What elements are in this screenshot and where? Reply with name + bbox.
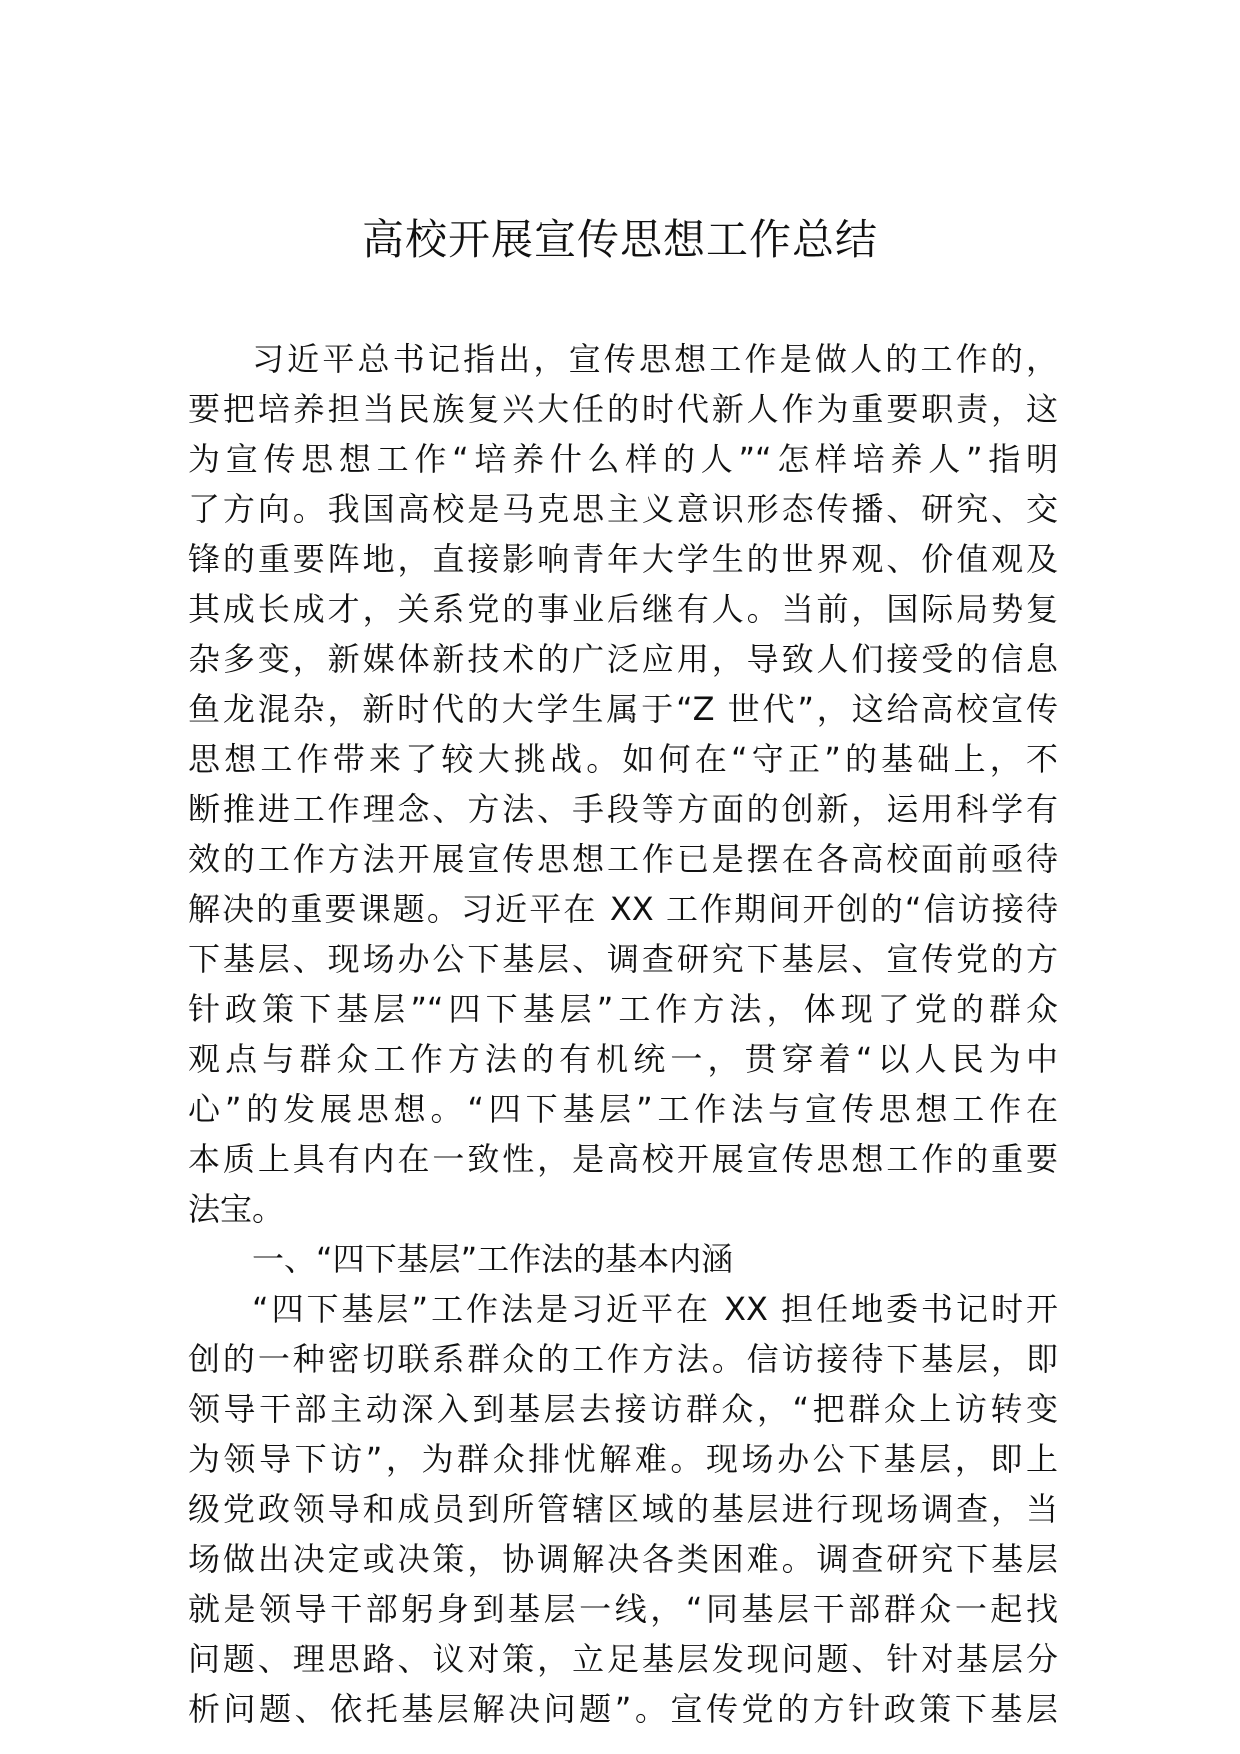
body-line: 解决的重要课题。习近平在 XX 工作期间开创的“信访接待	[188, 890, 1058, 928]
body-line: 下基层、现场办公下基层、调查研究下基层、宣传党的方	[188, 940, 1058, 978]
body-line: 问题、理思路、议对策，立足基层发现问题、针对基层分	[188, 1640, 1058, 1678]
body-line: 一、“四下基层”工作法的基本内涵	[252, 1240, 734, 1278]
body-line: 了方向。我国高校是马克思主义意识形态传播、研究、交	[188, 490, 1058, 528]
body-line: 创的一种密切联系群众的工作方法。信访接待下基层，即	[188, 1340, 1058, 1378]
body-line: 为宣传思想工作“培养什么样的人”“怎样培养人”指明	[188, 440, 1058, 478]
body-line: 效的工作方法开展宣传思想工作已是摆在各高校面前亟待	[188, 840, 1058, 878]
body-line: 杂多变，新媒体新技术的广泛应用，导致人们接受的信息	[188, 640, 1058, 678]
body-line: 其成长成才，关系党的事业后继有人。当前，国际局势复	[188, 590, 1058, 628]
body-line: 析问题、依托基层解决问题”。宣传党的方针政策下基层	[188, 1690, 1058, 1728]
body-line: “四下基层”工作法是习近平在 XX 担任地委书记时开	[252, 1290, 1058, 1328]
body-line: 就是领导干部躬身到基层一线，“同基层干部群众一起找	[188, 1590, 1058, 1628]
document-title: 高校开展宣传思想工作总结	[361, 215, 878, 264]
body-line: 心”的发展思想。“四下基层”工作法与宣传思想工作在	[188, 1090, 1058, 1128]
body-line: 思想工作带来了较大挑战。如何在“守正”的基础上，不	[188, 740, 1058, 778]
body-line: 鱼龙混杂，新时代的大学生属于“Z 世代”，这给高校宣传	[188, 690, 1058, 728]
body-line: 本质上具有内在一致性，是高校开展宣传思想工作的重要	[188, 1140, 1058, 1178]
body-line: 法宝。	[188, 1190, 285, 1228]
body-line: 为领导下访”，为群众排忧解难。现场办公下基层，即上	[188, 1440, 1058, 1478]
body-line: 领导干部主动深入到基层去接访群众，“把群众上访转变	[188, 1390, 1058, 1428]
body-line: 要把培养担当民族复兴大任的时代新人作为重要职责，这	[188, 390, 1058, 428]
body-line: 习近平总书记指出，宣传思想工作是做人的工作的，	[252, 340, 1058, 378]
body-line: 观点与群众工作方法的有机统一，贯穿着“以人民为中	[188, 1040, 1058, 1078]
body-line: 针政策下基层”“四下基层”工作方法，体现了党的群众	[188, 990, 1058, 1028]
body-line: 锋的重要阵地，直接影响青年大学生的世界观、价值观及	[188, 540, 1058, 578]
document-body	[188, 334, 1058, 1734]
body-line: 级党政领导和成员到所管辖区域的基层进行现场调查，当	[188, 1490, 1058, 1528]
body-line: 断推进工作理念、方法、手段等方面的创新，运用科学有	[188, 790, 1058, 828]
body-line: 场做出决定或决策，协调解决各类困难。调查研究下基层	[188, 1540, 1058, 1578]
